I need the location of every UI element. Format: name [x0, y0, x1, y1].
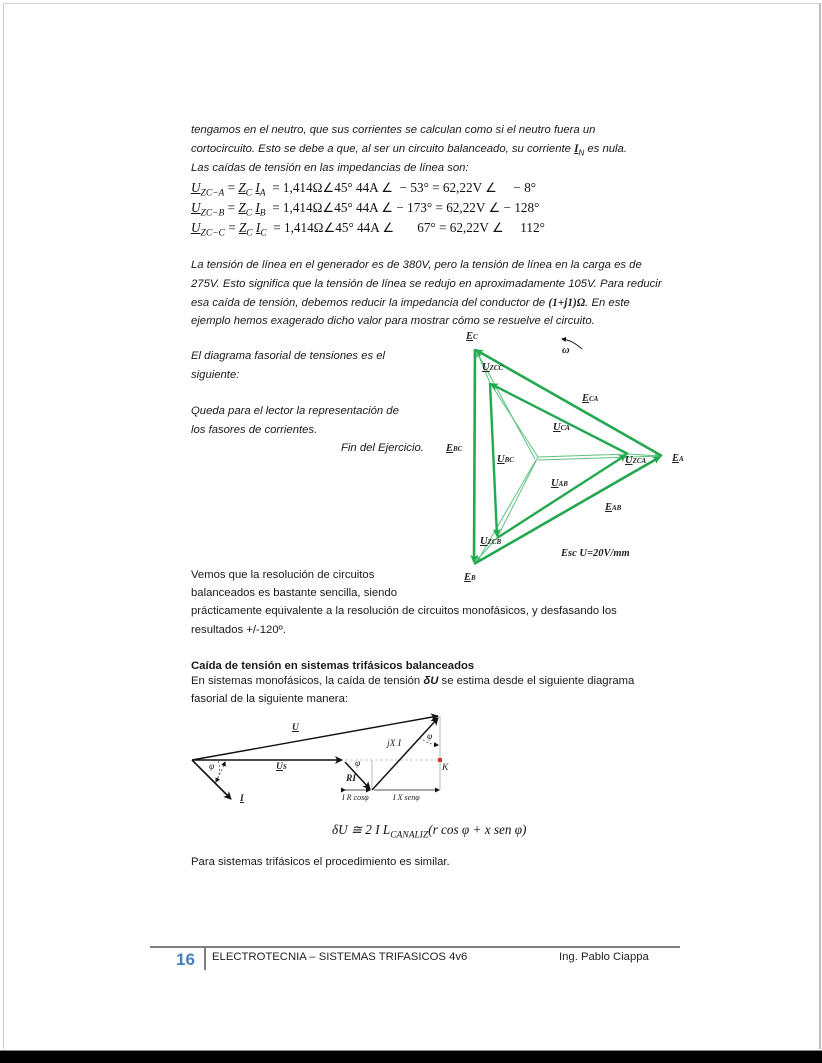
label-ix-sen: I X senφ — [393, 793, 420, 802]
paragraph3-line-3: prácticamente equivalente a la resolución de circuitos monofásicos, y desfasando los — [191, 605, 617, 617]
eq-i: I — [255, 220, 261, 235]
label-eab: EAB — [605, 502, 622, 513]
equation-zc-b: $U_{ZC-B} = Z_C$ $I_B$ = 1,414Ω∠45° 44A ∠ − 173° = 62,22V ∠ − 128° — [191, 200, 540, 219]
viewer-bottom-bar — [0, 1050, 822, 1063]
eq-rhs: = 1,414Ω∠45° 44A ∠ − 53° = 62,22V ∠ − 8° — [272, 180, 537, 195]
eq-lhs-sub: ZC−C — [200, 228, 225, 239]
label-phi-3: φ — [427, 732, 433, 742]
paragraph2-line-3-text: esa caída de tensión, debemos reducir la impedancia del conductor de — [191, 297, 549, 309]
formula-sub: CANALIZ — [390, 830, 429, 841]
footer-divider — [204, 948, 206, 970]
label-jxi: jX I — [387, 739, 401, 749]
side-line-1: El diagrama fasorial de tensiones es el — [191, 350, 386, 362]
equation-zc-c: $U_{ZC-C} = Z_C$ $I_C$ = 1,414Ω∠45° 44A ∠ 67° = 62,22V ∠ 112° — [191, 220, 545, 239]
footer-author: Ing. Pablo Ciappa — [559, 951, 649, 963]
eq-i-sub: C — [260, 228, 267, 239]
paragraph2-line-1: La tensión de línea en el generador es de 380V, pero la tensión de línea en la carga es de — [191, 259, 642, 271]
eq-z: Z — [238, 220, 247, 235]
intro-line-1: tengamos en el neutro, que sus corrientes se calculan como si el neutro fuera un — [191, 124, 596, 136]
eq-z-sub: C — [245, 188, 253, 199]
label-us: US — [276, 762, 287, 772]
label-omega: ω — [562, 345, 570, 356]
eq-i: I — [255, 200, 260, 215]
label-uzcb: UZCB — [480, 536, 502, 547]
side-line-4: los fasores de corrientes. — [191, 424, 318, 436]
delta-u-symbol: δU — [423, 675, 439, 687]
page-number: 16 — [176, 950, 195, 969]
eq-i: I — [255, 180, 260, 195]
section-heading: Caída de tensión en sistemas trifásicos balanceados — [191, 660, 475, 672]
intro-line-2-text: cortocircuito. Esto se debe a que, al ser un circuito balanceado, su corriente — [191, 143, 575, 155]
neutral-current-symbol: I — [574, 143, 579, 155]
intro-line-3: Las caídas de tensión en las impedancias de línea son: — [191, 162, 469, 174]
equation-zc-a: $U_{ZC-A} = Z_C$ $I_A$ = 1,414Ω∠45° 44A ∠ − 53° = 62,22V ∠ − 8° — [191, 180, 537, 199]
side-line-3: Queda para el lector la representación de — [191, 405, 399, 417]
section-line-1 — [191, 672, 634, 690]
label-phi-2: φ — [355, 759, 361, 769]
closing-text: Para sistemas trifásicos el procedimiento es similar. — [191, 856, 450, 868]
section-line-2: fasorial de la siguiente manera: — [191, 693, 348, 705]
formula-lhs: δU ≅ 2 I L — [332, 822, 391, 837]
section-line-1-text: En sistemas monofásicos, la caída de tensión — [191, 675, 424, 687]
label-eb: EB — [464, 572, 476, 583]
label-i: I — [240, 794, 244, 804]
label-ubc: UBC — [497, 454, 514, 465]
footer-rule — [150, 946, 680, 948]
single-phase-phasor-diagram — [192, 716, 442, 799]
eq-z-sub: C — [245, 208, 253, 219]
eq-rhs: = 1,414Ω∠45° 44A ∠ 67° = 62,22V ∠ 112° — [273, 220, 545, 235]
eq-lhs-sub: ZC−B — [200, 208, 225, 219]
eq-i-sub: A — [259, 188, 266, 199]
label-eca: ECA — [582, 393, 599, 404]
paragraph2-line-3-end: . En este — [585, 297, 630, 309]
label-ea: EA — [672, 453, 684, 464]
label-scale: Esc U=20V/mm — [561, 548, 630, 559]
eq-z-sub: C — [246, 228, 253, 239]
eq-lhs: U — [191, 220, 201, 235]
eq-lhs: U — [191, 200, 201, 215]
eq-lhs: U — [191, 180, 201, 195]
label-uca: UCA — [553, 422, 570, 433]
label-uab: UAB — [551, 478, 568, 489]
paragraph3-line-2: balanceados es bastante sencilla, siendo — [191, 587, 397, 599]
end-of-exercise: Fin del Ejercicio. — [341, 442, 424, 454]
label-k: K — [442, 763, 449, 773]
intro-line-2-end: es nula. — [584, 143, 627, 155]
label-uzca: UZCA — [625, 455, 647, 466]
eq-rhs: = 1,414Ω∠45° 44A ∠ − 173° = 62,22V ∠ − 128° — [272, 200, 540, 215]
voltage-drop-formula — [332, 820, 526, 846]
label-phi-1: φ — [209, 762, 215, 772]
paragraph2-line-2: 275V. Esto significa que la tensión de línea se redujo en aproximadamente 105V. Para reducir — [191, 278, 662, 290]
footer-title: ELECTROTECNIA – SISTEMAS TRIFASICOS 4v6 — [212, 951, 468, 963]
paragraph3-line-4: resultados +/-120º. — [191, 624, 286, 636]
label-ri: RI — [346, 774, 357, 784]
paragraph3-line-1: Vemos que la resolución de circuitos — [191, 569, 375, 581]
impedance-value: (1+j1)Ω — [548, 297, 586, 309]
section-line-1-end: se estima desde el siguiente diagrama — [438, 675, 635, 687]
eq-i-sub: B — [259, 208, 266, 219]
label-ebc: EBC — [446, 443, 463, 454]
label-uzcc: UZCC — [482, 362, 504, 373]
side-line-2: siguiente: — [191, 369, 240, 381]
eq-lhs-sub: ZC−A — [200, 188, 225, 199]
eq-z: Z — [238, 180, 246, 195]
eq-z: Z — [238, 200, 246, 215]
label-ec: EC — [466, 331, 478, 342]
label-ir-cos: I R cosφ — [342, 793, 369, 802]
formula-rhs: (r cos φ + x sen φ) — [428, 822, 527, 837]
label-u: U — [292, 723, 299, 733]
paragraph2-line-4: ejemplo hemos exagerado dicho valor para mostrar cómo se resuelve el circuito. — [191, 315, 595, 327]
neutral-current-subscript: N — [578, 148, 585, 158]
point-k-marker — [438, 758, 442, 762]
